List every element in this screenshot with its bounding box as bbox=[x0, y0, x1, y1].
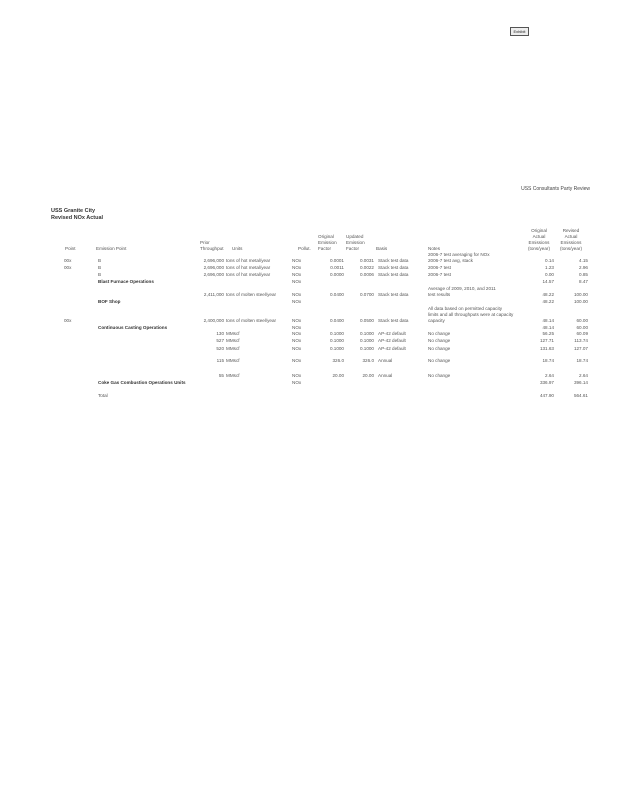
cell-pollutant: NOx bbox=[292, 265, 302, 270]
cell-revised-actual: 2.64 bbox=[579, 373, 588, 378]
cell-ef-updated: 0.0700 bbox=[359, 292, 374, 297]
cell-ef-original: 0.0001 bbox=[329, 258, 344, 263]
cell-basis: Stack test data bbox=[378, 272, 409, 277]
cell-pollutant: NOx bbox=[292, 380, 302, 385]
col-rev-c: Emissions bbox=[560, 240, 582, 245]
cell-revised-actual: 396.14 bbox=[573, 380, 588, 385]
cell-notes: No change bbox=[428, 338, 451, 343]
col-ef2-b: Emission bbox=[346, 240, 365, 245]
cell-basis: AP-42 default bbox=[378, 331, 406, 336]
cell-throughput: 55 bbox=[218, 373, 224, 378]
cell-basis: Stack test data bbox=[378, 292, 409, 297]
cell-notes: All data based on permitted capacity bbox=[428, 306, 503, 311]
cell-original-actual: 0.00 bbox=[545, 272, 554, 277]
cell-basis: Stack test data bbox=[378, 265, 409, 270]
cell-pollutant: NOx bbox=[292, 292, 302, 297]
cell-notes: Average of 2009, 2010, and 2011 bbox=[428, 286, 496, 291]
cell-ef-updated: 0.0022 bbox=[359, 265, 374, 270]
cell-emission-point: Coke Gas Combustion Operations Units bbox=[98, 380, 186, 385]
cell-ef-updated: 326.0 bbox=[362, 358, 374, 363]
cell-emission-point: Total bbox=[98, 393, 108, 398]
cell-pollutant: NOx bbox=[292, 272, 302, 277]
cell-pollutant: NOx bbox=[292, 373, 302, 378]
cell-ef-original: 326.0 bbox=[332, 358, 344, 363]
cell-ef-original: 0.0000 bbox=[329, 272, 344, 277]
cell-ef-updated: 0.1000 bbox=[359, 331, 374, 336]
cell-emission-point: B bbox=[98, 272, 102, 277]
cell-original-actual: 18.74 bbox=[542, 358, 554, 363]
cell-pollutant: NOx bbox=[292, 318, 302, 323]
col-pollutant: Pollut. bbox=[298, 246, 311, 251]
col-point: Point bbox=[65, 246, 76, 251]
cell-point: 00x bbox=[64, 265, 72, 270]
cell-ef-original: 0.0011 bbox=[330, 265, 344, 270]
cell-throughput: 520 bbox=[216, 346, 224, 351]
col-ef1-c: Factor bbox=[318, 246, 332, 251]
cell-original-actual: 14.57 bbox=[542, 279, 554, 284]
cell-ef-original: 20.00 bbox=[332, 373, 344, 378]
cell-original-actual: 336.97 bbox=[539, 380, 554, 385]
cell-throughput: 2,400,000 bbox=[203, 318, 224, 323]
cell-revised-actual: 2.96 bbox=[579, 265, 588, 270]
cell-emission-point: B bbox=[98, 265, 102, 270]
cell-pollutant: NOx bbox=[292, 338, 302, 343]
cell-revised-actual: 100.00 bbox=[573, 292, 588, 297]
cell-throughput: 130 bbox=[216, 331, 224, 336]
cell-ef-updated: 0.0006 bbox=[359, 272, 374, 277]
cell-revised-actual: 100.00 bbox=[573, 299, 588, 304]
cell-emission-point: Continuous Casting Operations bbox=[98, 325, 168, 330]
col-orig-d: (tons/year) bbox=[528, 246, 550, 251]
cell-original-actual: 2.64 bbox=[545, 373, 554, 378]
col-ef1-a: Original bbox=[318, 234, 334, 239]
col-notes: Notes bbox=[428, 246, 441, 251]
cell-emission-point: BOF Shop bbox=[98, 299, 121, 304]
cell-ef-original: 0.1000 bbox=[329, 338, 344, 343]
cell-throughput: 527 bbox=[216, 338, 224, 343]
col-emission-point: Emission Point bbox=[96, 246, 127, 251]
cell-original-actual: 131.63 bbox=[539, 346, 554, 351]
col-ef2-c: Factor bbox=[346, 246, 360, 251]
cell-pollutant: NOx bbox=[292, 299, 302, 304]
col-prior: Prior bbox=[200, 240, 210, 245]
cell-original-actual: 48.22 bbox=[542, 299, 554, 304]
cell-throughput: 2,411,000 bbox=[203, 292, 224, 297]
cell-notes: capacity bbox=[428, 318, 445, 323]
cell-notes: limits and all throughputs were at capacity bbox=[428, 312, 514, 317]
cell-basis: AP-42 default bbox=[378, 338, 406, 343]
cell-units: MMscf bbox=[226, 331, 240, 336]
cell-notes: No change bbox=[428, 346, 451, 351]
cell-revised-actual: 8.47 bbox=[579, 279, 588, 284]
cell-ef-updated: 0.0500 bbox=[359, 318, 374, 323]
cell-notes: 2006-7 test bbox=[428, 272, 451, 277]
cell-revised-actual: 127.07 bbox=[573, 346, 588, 351]
cell-notes: 2006-7 test averaging for NOx bbox=[428, 252, 490, 257]
header-right: USS Consultants Party Review bbox=[521, 186, 590, 192]
col-ef2-a: Updated bbox=[346, 234, 364, 239]
exhibit-stamp: Exhibit bbox=[510, 27, 529, 36]
col-units: Units bbox=[232, 246, 243, 251]
cell-revised-actual: 0.85 bbox=[579, 272, 588, 277]
cell-units: MMscf bbox=[226, 338, 240, 343]
cell-revised-actual: 60.00 bbox=[576, 318, 588, 323]
col-rev-d: (tons/year) bbox=[560, 246, 582, 251]
cell-units: tons of hot metal/year bbox=[226, 272, 271, 277]
cell-basis: Stack test data bbox=[378, 258, 409, 263]
table-title: Revised NOx Actual bbox=[51, 215, 104, 221]
cell-units: tons of molten steel/year bbox=[226, 292, 277, 297]
cell-ef-updated: 0.0031 bbox=[359, 258, 374, 263]
col-rev-a: Revised bbox=[562, 228, 580, 233]
cell-basis: Annual bbox=[378, 358, 393, 363]
cell-ef-original: 0.1000 bbox=[329, 331, 344, 336]
cell-original-actual: 48.14 bbox=[542, 325, 554, 330]
cell-basis: Stack test data bbox=[378, 318, 409, 323]
cell-throughput: 2,696,000 bbox=[203, 265, 224, 270]
cell-notes: 2006-7 test bbox=[428, 265, 451, 270]
cell-ef-original: 0.0400 bbox=[329, 318, 344, 323]
col-rev-b: Actual bbox=[564, 234, 578, 239]
cell-notes: No change bbox=[428, 331, 451, 336]
cell-revised-actual: 4.15 bbox=[579, 258, 588, 263]
cell-notes: test results bbox=[428, 292, 451, 297]
cell-original-actual: 48.22 bbox=[542, 292, 554, 297]
cell-units: tons of hot metal/year bbox=[226, 258, 271, 263]
cell-revised-actual: 113.74 bbox=[574, 338, 588, 343]
cell-original-actual: 447.90 bbox=[539, 393, 554, 398]
col-orig-c: Emissions bbox=[528, 240, 550, 245]
col-basis: Basis bbox=[376, 246, 388, 251]
cell-original-actual: 127.71 bbox=[539, 338, 554, 343]
col-throughput: Throughput bbox=[200, 246, 224, 251]
cell-throughput: 2,696,000 bbox=[203, 258, 224, 263]
cell-pollutant: NOx bbox=[292, 346, 302, 351]
cell-units: MMscf bbox=[226, 373, 240, 378]
cell-notes: 2006-7 test avg, stack bbox=[428, 258, 473, 263]
cell-pollutant: NOx bbox=[292, 358, 302, 363]
cell-throughput: 2,696,000 bbox=[203, 272, 224, 277]
cell-ef-original: 0.1000 bbox=[329, 346, 344, 351]
cell-pollutant: NOx bbox=[292, 325, 302, 330]
cell-units: MMscf bbox=[226, 346, 240, 351]
cell-revised-actual: 60.09 bbox=[576, 331, 588, 336]
cell-revised-actual: 60.00 bbox=[576, 325, 588, 330]
cell-basis: AP-42 default bbox=[378, 346, 406, 351]
cell-units: tons of molten steel/year bbox=[226, 318, 277, 323]
cell-pollutant: NOx bbox=[292, 331, 302, 336]
cell-emission-point: Blast Furnace Operations bbox=[98, 279, 154, 284]
facility-title: USS Granite City bbox=[51, 208, 96, 214]
cell-original-actual: 1.23 bbox=[545, 265, 554, 270]
cell-revised-actual: 18.74 bbox=[576, 358, 588, 363]
cell-pollutant: NOx bbox=[292, 279, 302, 284]
cell-point: 00x bbox=[64, 318, 72, 323]
cell-ef-original: 0.0400 bbox=[329, 292, 344, 297]
cell-point: 00x bbox=[64, 258, 72, 263]
cell-ef-updated: 20.00 bbox=[362, 373, 374, 378]
cell-original-actual: 48.14 bbox=[542, 318, 554, 323]
cell-ef-updated: 0.1000 bbox=[359, 338, 374, 343]
cell-basis: Annual bbox=[378, 373, 393, 378]
cell-ef-updated: 0.1000 bbox=[359, 346, 374, 351]
cell-emission-point: B bbox=[98, 258, 102, 263]
cell-revised-actual: 564.61 bbox=[573, 393, 588, 398]
cell-original-actual: 0.14 bbox=[545, 258, 554, 263]
col-orig-a: Original bbox=[531, 228, 547, 233]
cell-notes: No change bbox=[428, 373, 451, 378]
cell-throughput: 115 bbox=[216, 358, 224, 363]
cell-pollutant: NOx bbox=[292, 258, 302, 263]
col-orig-b: Actual bbox=[532, 234, 546, 239]
col-ef1-b: Emission bbox=[318, 240, 337, 245]
cell-units: MMscf bbox=[226, 358, 240, 363]
cell-units: tons of hot metal/year bbox=[226, 265, 271, 270]
cell-notes: No change bbox=[428, 358, 451, 363]
cell-original-actual: 56.25 bbox=[542, 331, 554, 336]
